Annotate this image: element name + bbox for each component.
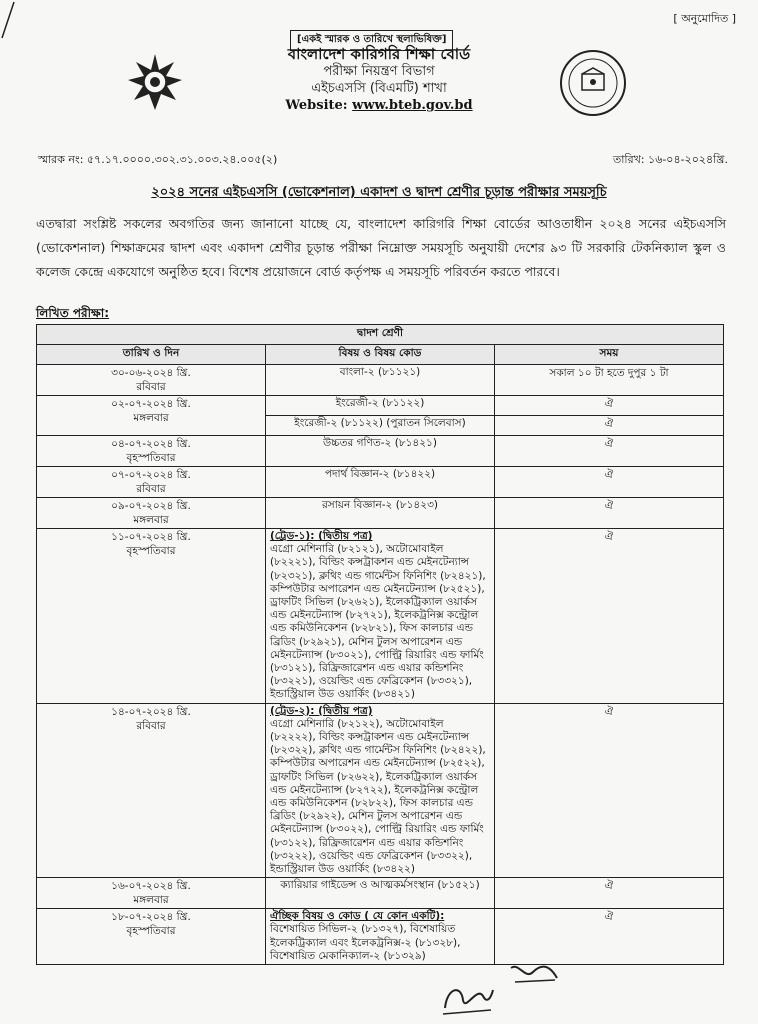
exam-schedule-table [36, 324, 724, 965]
row-time-ditto: ঐ [495, 467, 724, 498]
row-time: সকাল ১০ টা হতে দুপুর ১ টা [495, 365, 724, 396]
table-row [37, 529, 724, 704]
row-subject: বিশেষায়িত সিভিল-২ (৮১৩২৭), বিশেষায়িত ইলেকট্রিক্যাল এবং ইলেকট্রনিক্স-২ (৮১৩২৮), বিশেষায়িত মেকানিক্যাল-২ (৮১৩২৯) [270, 923, 461, 962]
class-heading: দ্বাদশ শ্রেণী [37, 325, 724, 345]
written-exam-label: লিখিত পরীক্ষা: [36, 306, 110, 320]
row-subject: ক্যারিয়ার গাইডেন্স ও আত্মকর্মসংস্থান (৮১৫২১) [266, 878, 495, 909]
trade-heading: (ট্রেড-১): (দ্বিতীয় পত্র) [270, 530, 373, 542]
document-title [0, 183, 758, 204]
title-text: ২০২৪ সনের এইচএসসি (ভোকেশনাল) একাদশ ও দ্বাদশ শ্রেণীর চূড়ান্ত পরীক্ষার সময়সূচি [151, 185, 607, 200]
trade-heading: (ট্রেড-২): (দ্বিতীয় পত্র) [270, 704, 373, 717]
department-name: পরীক্ষা নিয়ন্ত্রণ বিভাগ [323, 64, 435, 79]
row-subject: রসায়ন বিজ্ঞান-২ (৮১৪২৩) [266, 498, 495, 529]
row-subject: ইংরেজী-২ (৮১১২২) [266, 396, 495, 416]
row-date: ১১-০৭-২০২৪ খ্রি. [111, 531, 191, 543]
row-subject: পদার্থ বিজ্ঞান-২ (৮১৪২২) [266, 467, 495, 498]
branch-name: এইচএসসি (বিএমটি) শাখা [311, 81, 447, 96]
row-day: বৃহস্পতিবার [126, 545, 176, 557]
row-date: ০৪-০৭-২০২৪ খ্রি. [111, 438, 191, 450]
row-time-ditto: ঐ [495, 498, 724, 529]
table-row [37, 467, 724, 498]
row-date: ০৯-০৭-২০২৪ খ্রি. [111, 500, 191, 512]
row-day: মঙ্গলবার [133, 894, 169, 907]
table-row [37, 498, 724, 529]
memo-number: স্মারক নং: ৫৭.১৭.০০০০.৩০২.৩১.০০৩.২৪.০০৫(২) [38, 153, 278, 166]
row-day: বৃহস্পতিবার [126, 452, 176, 464]
row-time-ditto: ঐ [495, 436, 724, 467]
row-time-ditto: ঐ [495, 529, 724, 704]
row-day: রবিবার [136, 483, 166, 495]
intro-paragraph: এতদ্বারা সংশ্লিষ্ট সকলের অবগতির জন্য জানানো যাচ্ছে যে, বাংলাদেশ কারিগরি শিক্ষা বোর্ডের আওতাধীন ২০২৪ সনের এইচএসসি (ভোকেশনাল) শিক্ষাক্রমের দ্বাদশ এবং একাদশ শ্রেণীর চূড়ান্ত পরীক্ষা নিম্নোক্ত সময়সূচি অনুযায়ী দেশের ৯৩ টি সরকারি টেকনিক্যাল স্কুল ও কলেজ কেন্দ্রে একযোগে অনুষ্ঠিত হবে। বিশেষ প্রয়োজনে বোর্ড কর্তৃপক্ষ এ সময়সূচি পরিবর্তন করতে পারবে। [36, 216, 726, 279]
row-time-ditto: ঐ [495, 396, 724, 416]
issue-date: তারিখ: ১৬-০৪-২০২৪খ্রি. [612, 153, 728, 166]
row-time-ditto: ঐ [495, 909, 724, 965]
row-subject: উচ্চতর গণিত-২ (৮১৪২১) [266, 436, 495, 467]
table-row [37, 436, 724, 467]
row-date: ১৪-০৭-২০২৪ খ্রি. [111, 705, 191, 718]
pen-mark [0, 0, 20, 40]
website-link[interactable]: www.bteb.gov.bd [352, 98, 473, 113]
col-date-header: তারিখ ও দিন [37, 345, 266, 365]
row-date: ৩০-০৬-২০২৪ খ্রি. [111, 367, 191, 379]
row-day: মঙ্গলবার [133, 412, 169, 424]
website-line [0, 97, 758, 114]
table-row [37, 878, 724, 909]
row-date: ০২-০৭-২০২৪ খ্রি. [111, 398, 191, 410]
supersede-note: [একই স্মারক ও তারিখে স্থলাভিষিক্ত] [290, 30, 453, 51]
row-subject: এগ্রো মেশিনারি (৮২১২২), অটোমোবাইল (৮২২২২), বিল্ডিং কন্সট্রাকশন এন্ড মেইনটেন্যান্স (৮২৩২২), ক্লথিং এন্ড গার্মেন্টস ফিনিশিং (৮২৪২২), কম্পিউটার অপারেশন এন্ড মেইনটেন্যান্স (৮২৫২২), ড্রাফটিং সিভিল (৮২৬২২), ইলেকট্রিক্যাল ওয়ার্কস এন্ড মেইনটেন্যান্স (৮২৭২২), ইলেকট্রনিক্স কন্ট্রোল এন্ড কমিউনিকেশন (৮২৮২২), ফিস কালচার এন্ড ব্রিডিং (৮২৯২২), মেশিন টুলস অপারেশন এন্ড মেইনটেন্যান্স (৮৩০২২), পোল্ট্রি রিয়ারিং এন্ড ফার্মিং (৮৩১২২), রিফ্রিজারেশন এন্ড এয়ার কন্ডিশনিং (৮৩২২২), ওয়েল্ডিং এন্ড ফেব্রিকেশন (৮৩৩২২), ইন্ডাস্ট্রিয়াল উড ওয়ার্কিং (৮৩৪২২) [270, 717, 486, 876]
row-day: মঙ্গলবার [133, 514, 169, 526]
col-subject-header: বিষয় ও বিষয় কোড [266, 345, 495, 365]
col-time-header: সময় [495, 345, 724, 365]
row-date: ০৭-০৭-২০২৪ খ্রি. [111, 469, 191, 481]
approval-status: [ অনুমোদিত ] [673, 12, 736, 25]
board-name: বাংলাদেশ কারিগরি শিক্ষা বোর্ড [287, 45, 471, 63]
board-header [0, 46, 758, 114]
table-row [37, 909, 724, 965]
table-row [37, 703, 724, 878]
row-day: রবিবার [136, 719, 166, 732]
row-subject: ইংরেজী-২ (৮১১২২) (পুরাতন সিলেবাস) [266, 416, 495, 436]
row-day: রবিবার [136, 381, 166, 393]
row-date: ১৬-০৭-২০২৪ খ্রি. [111, 880, 191, 893]
row-time-ditto: ঐ [495, 416, 724, 436]
row-subject: বাংলা-২ (৮১১২১) [266, 365, 495, 396]
website-label: Website: [285, 98, 353, 113]
handwritten-signature [437, 978, 497, 1018]
row-time-ditto: ঐ [495, 703, 724, 878]
row-day: বৃহস্পতিবার [126, 925, 176, 938]
row-time-ditto: ঐ [495, 878, 724, 909]
table-row [37, 396, 724, 416]
handwritten-initial [505, 960, 565, 990]
row-date: ১৮-০৭-২০২৪ খ্রি. [111, 911, 191, 924]
row-subject: এগ্রো মেশিনারি (৮২১২১), অটোমোবাইল (৮২২২১), বিল্ডিং কন্সট্রাকশন এন্ড মেইনটেন্যান্স (৮২৩২১), ক্লথিং এন্ড গার্মেন্টস ফিনিশিং (৮২৪২১), কম্পিউটার অপারেশন এন্ড মেইনটেন্যান্স (৮২৫২১), ড্রাফটিং সিভিল (৮২৬২১), ইলেকট্রিক্যাল ওয়ার্কস এন্ড মেইনটেন্যান্স (৮২৭২১), ইলেকট্রনিক্স কন্ট্রোল এন্ড কমিউনিকেশন (৮২৮২১), ফিস কালচার এন্ড ব্রিডিং (৮২৯২১), মেশিন টুলস অপারেশন এন্ড মেইনটেন্যান্স (৮৩০২১), পোল্ট্রি রিয়ারিং এন্ড ফার্মিং (৮৩১২১), রিফ্রিজারেশন এন্ড এয়ার কন্ডিশনিং (৮৩২২১), ওয়েল্ডিং এন্ড ফেব্রিকেশন (৮৩৩২১), ইন্ডাস্ট্রিয়াল উড ওয়ার্কিং (৮৩৪২১) [270, 543, 486, 701]
table-row [37, 365, 724, 396]
trade-heading: ঐচ্ছিক বিষয় ও কোড ( যে কোন একটি): [270, 910, 445, 923]
